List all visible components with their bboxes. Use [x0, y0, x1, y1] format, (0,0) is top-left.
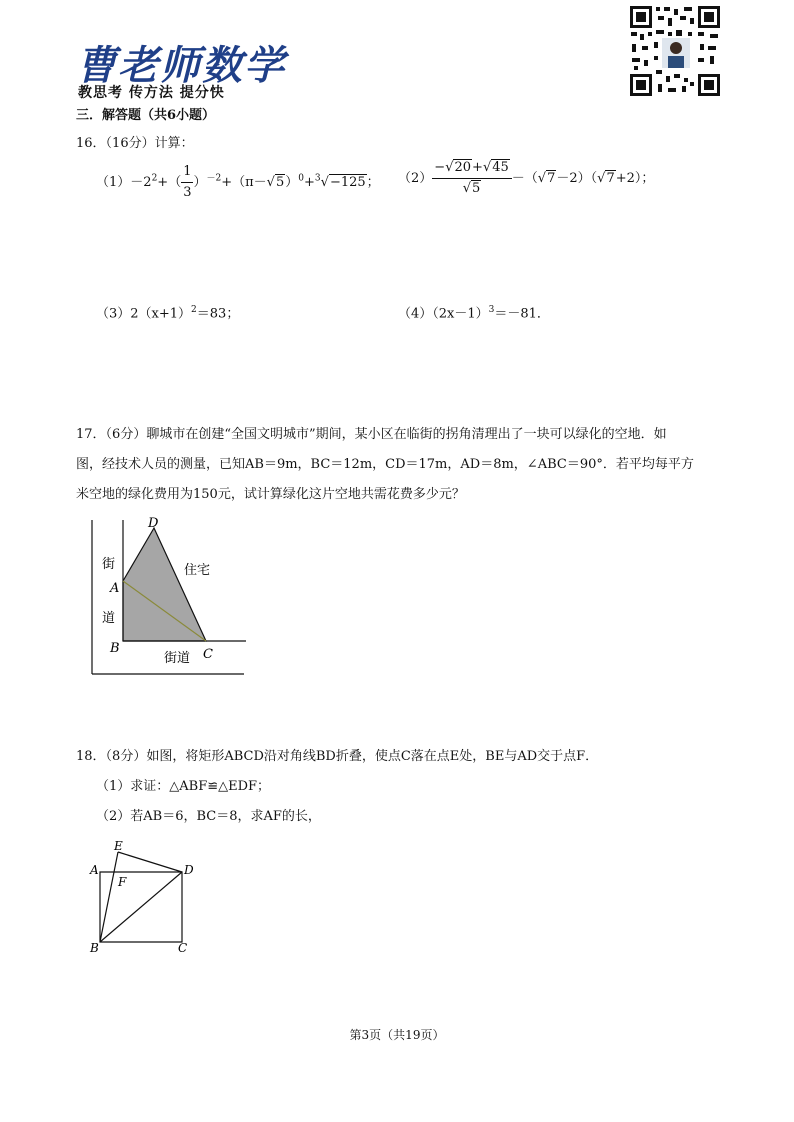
q16-p2-label: （2）	[398, 171, 433, 186]
q16-part2: （2） $\frac{-√20+√45}{√5}$ －（√7－2）（√7+2）；	[398, 158, 654, 199]
q16-part4	[398, 300, 550, 324]
q17-street-v1: 街	[102, 557, 116, 572]
q16-p2-num-plus: +	[472, 160, 483, 175]
q16-p1-sqrt5: 5	[275, 175, 285, 190]
q16-p4-exp: 3	[488, 305, 495, 315]
q16-p1-cbrt: −125	[329, 175, 366, 190]
q18-figure	[86, 834, 196, 956]
q16-p1-denominator: 3	[183, 185, 192, 200]
q16-p2-numerator: −√20+√45	[432, 158, 512, 179]
q18-label-c: C	[178, 941, 188, 955]
q16-p1-cbrt-index: 3	[314, 173, 321, 184]
q18-label-b: B	[90, 941, 99, 955]
q17-line3: 米空地的绿化费用为150元，试计算绿化这片空地共需花费多少元？	[76, 487, 465, 502]
q17-residence: 住宅	[184, 563, 211, 578]
page-number: 第3页（共19页）	[349, 1028, 445, 1042]
q17-street-v2: 道	[102, 611, 116, 626]
q18-text	[76, 742, 736, 832]
q16-p1-exp-a: 2	[151, 173, 158, 184]
logo-slogan: 教思考 传方法 提分快	[78, 85, 225, 101]
q17-text	[76, 420, 736, 510]
q17-label-d: D	[148, 516, 159, 531]
q18-label-a: A	[90, 863, 99, 877]
q16-p1-exp-e: 0	[298, 173, 304, 184]
q16-heading: 16．（16分）计算：	[76, 136, 194, 151]
q16-p3-exp: 2	[191, 305, 197, 315]
q16-p2-denominator: √5	[462, 181, 481, 196]
logo-title: 曹老师数学	[76, 42, 286, 89]
q16-p2-term-b: －（	[511, 171, 538, 186]
q16-p3-end: ＝83；	[196, 306, 240, 322]
section-title: 三．解答题（共6小题）	[76, 108, 216, 123]
q17-street-h: 街道	[164, 651, 191, 666]
q16-p1-label: （1）	[96, 175, 131, 190]
q18-line-ed	[118, 852, 182, 872]
q16-p1-term-a: －2	[130, 175, 152, 190]
q16-p2-num-sign: −	[434, 160, 446, 175]
q17-label-c: C	[203, 647, 213, 662]
q16-p4-expr: （4）（2x－1）	[398, 306, 489, 322]
q18-line3: （2）若AB＝6，BC＝8，求AF的长，	[96, 809, 321, 824]
q16-p2-term-c: －2）（	[556, 171, 598, 186]
q16-p1-exp-c: －2	[206, 173, 222, 184]
q16-p2-sqrt7a: 7	[547, 171, 556, 186]
q16-p1-term-f: +	[304, 175, 315, 190]
q16-p3-expr: （3）2（x+1）	[96, 306, 192, 322]
q17-green-area	[123, 528, 206, 641]
q18-line2: （1）求证：△ABF≌△EDF；	[96, 779, 271, 794]
q16-p1-term-c: ）	[193, 175, 207, 190]
q16-p1-term-d: +（π－	[221, 175, 267, 190]
q16-p1-term-b: +（	[157, 175, 182, 190]
q16-p1-end: ；	[366, 175, 380, 190]
q16-p1-numerator: 1	[181, 162, 193, 183]
q16-p2-sqrt45: 45	[492, 160, 509, 175]
q16-p2-sqrt5: 5	[472, 181, 481, 196]
q17-line1: 17．（6分）聊城市在创建“全国文明城市”期间，某小区在临街的拐角清理出了一块可以绿化的空地．如	[76, 427, 667, 442]
q16-p4-end: ＝－81．	[494, 306, 550, 322]
q16-p1-term-e: ）	[285, 175, 299, 190]
q18-label-f: F	[118, 875, 127, 889]
q18-line1: 18．（8分）如图，将矩形ABCD沿对角线BD折叠，使点C落在点E处，BE与AD交于点F．	[76, 749, 599, 764]
q16-p1-fraction	[181, 162, 193, 203]
q17-label-a: A	[110, 581, 120, 596]
qr-code-icon	[628, 4, 722, 98]
q16-part1: $(1)-2^2+$（ $\frac{1}{3}$ ）$^{-2}+(\pi-√5)^0+^3√-125$；	[96, 162, 380, 203]
q16-p2-sqrt20: 20	[454, 160, 472, 175]
q16-p2-sqrt7b: 7	[606, 171, 615, 186]
q16-part3	[96, 300, 239, 324]
q17-label-b: B	[110, 641, 120, 656]
q16-p2-term-d: +2）；	[615, 171, 655, 186]
q18-label-d: D	[184, 863, 194, 877]
q18-label-e: E	[114, 839, 123, 853]
q16-p2-fraction	[432, 158, 512, 199]
q17-line2: 图，经技术人员的测量，已知AB＝9m，BC＝12m，CD＝17m，AD＝8m，∠ABC＝90°．若平均每平方	[76, 457, 694, 472]
q17-figure	[86, 512, 256, 680]
